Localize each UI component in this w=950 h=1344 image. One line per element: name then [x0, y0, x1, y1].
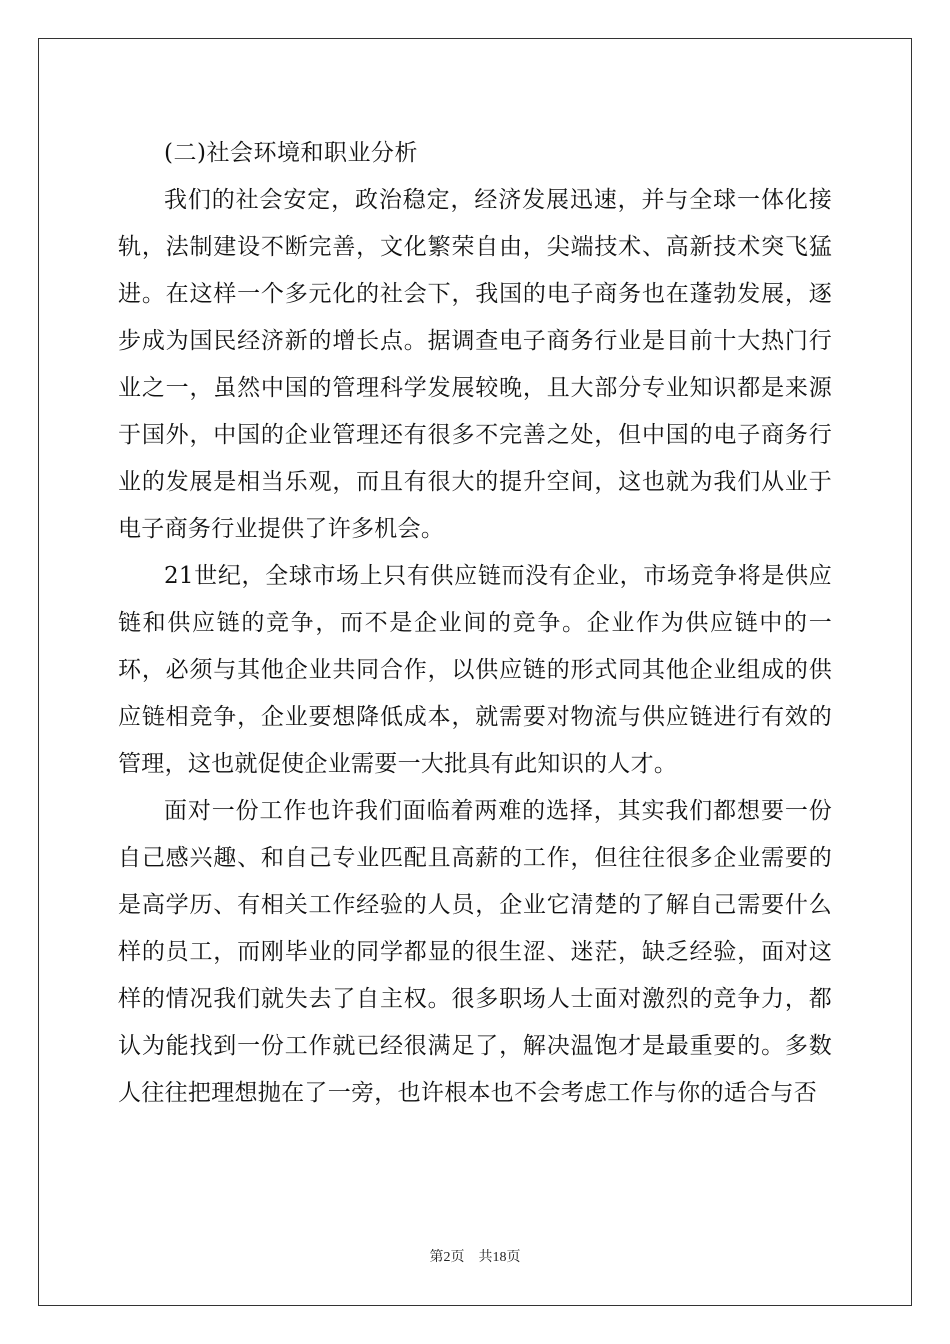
paragraph-supply-chain: 21世纪，全球市场上只有供应链而没有企业，市场竞争将是供应链和供应链的竞争，而不是企业间的竞争。企业作为供应链中的一环，必须与其他企业共同合作，以供应链的形式同其他企业组成的供应链相竞争，企业要想降低成本，就需要对物流与供应链进行有效的管理，这也就促使企业需要一大批具有此知识的人才。: [118, 563, 832, 777]
section-heading: (二)社会环境和职业分析: [164, 140, 418, 166]
document-body: [118, 130, 832, 1117]
paragraph-job-choice: 面对一份工作也许我们面临着两难的选择，其实我们都想要一份自己感兴趣、和自己专业匹配且高薪的工作，但往往很多企业需要的是高学历、有相关工作经验的人员，企业它清楚的了解自己需要什么样的员工，而刚毕业的同学都显的很生涩、迷茫，缺乏经验，面对这样的情况我们就失去了自主权。很多职场人士面对激烈的竞争力，都认为能找到一份工作就已经很满足了，解决温饱才是最重要的。多数人往往把理想抛在了一旁，也许根本也不会考虑工作与你的适合与否: [118, 798, 832, 1106]
page-total: 共18页: [478, 1250, 521, 1265]
page-number: 第2页: [429, 1250, 465, 1265]
paragraph-social-environment: 我们的社会安定，政治稳定，经济发展迅速，并与全球一体化接轨，法制建设不断完善，文化繁荣自由，尖端技术、高新技术突飞猛进。在这样一个多元化的社会下，我国的电子商务也在蓬勃发展，逐步成为国民经济新的增长点。据调查电子商务行业是目前十大热门行业之一，虽然中国的管理科学发展较晚，且大部分专业知识都是来源于国外，中国的企业管理还有很多不完善之处，但中国的电子商务行业的发展是相当乐观，而且有很大的提升空间，这也就为我们从业于电子商务行业提供了许多机会。: [118, 187, 832, 542]
page-footer: [0, 1246, 950, 1266]
